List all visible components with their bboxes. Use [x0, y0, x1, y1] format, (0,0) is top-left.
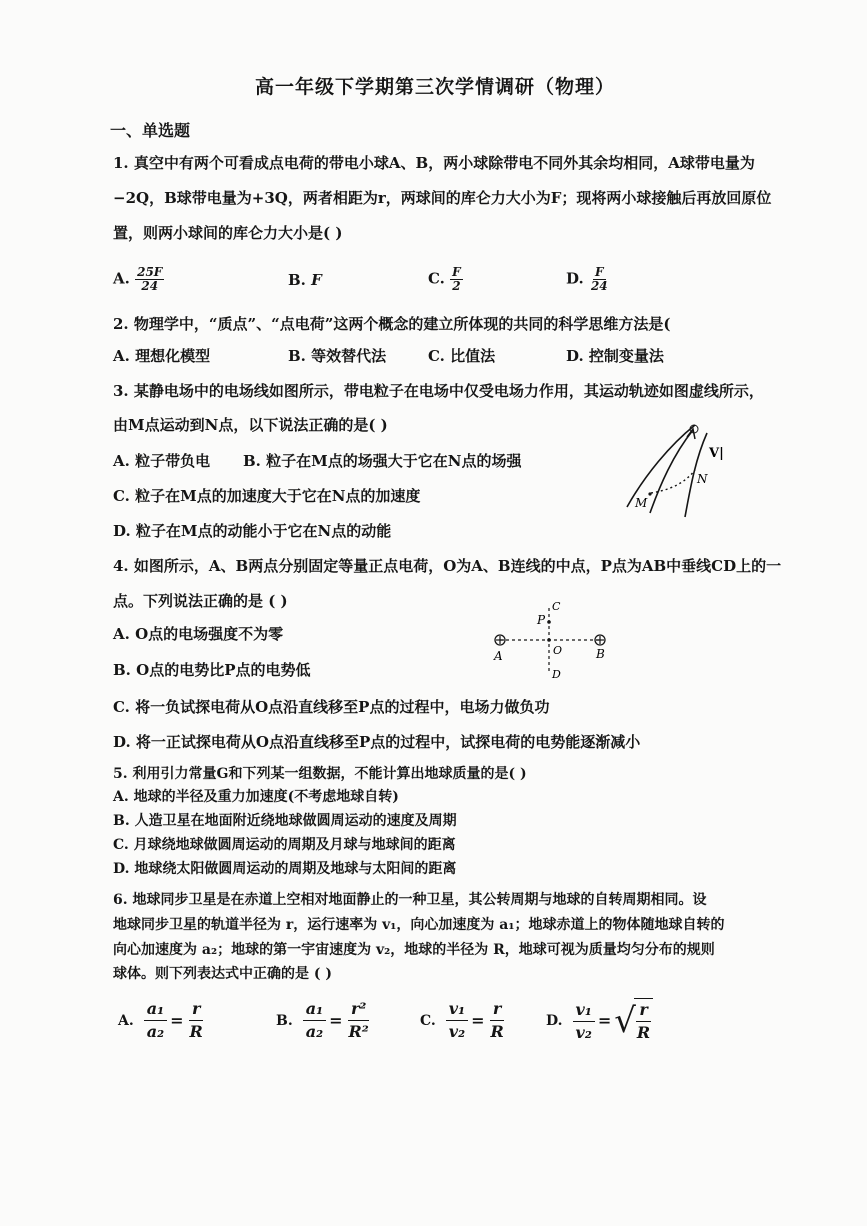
q4-option-d[interactable]: D. 将一正试探电荷从O点沿直线移至P点的过程中，试探电荷的电势能逐渐减小: [113, 733, 641, 751]
label-c: C: [552, 600, 561, 613]
label-d: D: [552, 668, 561, 681]
fraction-right: [634, 999, 653, 1044]
q5-option-b[interactable]: B. 人造卫星在地面附近绕地球做圆周运动的速度及周期: [113, 813, 457, 829]
square-root: √ $\frac{r}{R}$: [614, 998, 653, 1044]
q6-line2: 地球同步卫星的轨道半径为 r，运行速率为 v₁，向心加速度为 a₁；地球赤道上的物体随地球自转的: [113, 917, 725, 933]
q3-option-b[interactable]: B. 粒子在M点的场强大于它在N点的场强: [243, 452, 522, 470]
denominator: a₂: [146, 1022, 165, 1041]
label-n: N: [697, 472, 708, 486]
q5-option-d[interactable]: D. 地球绕太阳做圆周运动的周期及地球与太阳间的距离: [113, 861, 457, 877]
denominator: 24: [590, 279, 608, 293]
label-p: P: [537, 613, 546, 627]
q5-option-c[interactable]: C. 月球绕地球做圆周运动的周期及月球与地球间的距离: [113, 837, 456, 853]
fraction-left: [446, 998, 468, 1043]
denominator: v₂: [575, 1022, 592, 1042]
point-m: [648, 492, 651, 495]
fraction-right: [346, 998, 372, 1043]
option-label: D.: [566, 269, 584, 288]
q1-option-b[interactable]: [288, 270, 322, 290]
q6-option-b[interactable]: B. $\frac{\text{a₁}}{\text{a₂}}$ = $\frac{\text{r²}}{\text{R²}}$: [276, 998, 372, 1043]
field-line-2: [650, 430, 693, 513]
point-p: [547, 620, 551, 624]
option-label: C.: [428, 269, 445, 288]
q3-option-c[interactable]: C. 粒子在M点的加速度大于它在N点的加速度: [113, 487, 421, 505]
numerator: r: [189, 998, 203, 1021]
q4-line1: 4. 如图所示，A、B两点分别固定等量正点电荷，O为A、B连线的中点，P点为AB中垂线CD上的一: [113, 557, 782, 575]
denominator: R: [636, 1023, 651, 1042]
fraction-right: [488, 998, 507, 1043]
label-m: M: [635, 496, 648, 510]
label-a: A: [494, 649, 503, 663]
q6-option-d[interactable]: D. $\frac{\text{v₁}}{\text{v₂}}$ = √ $\frac{r}{R}$: [546, 998, 653, 1044]
fraction: [135, 266, 164, 293]
denominator: R²: [348, 1022, 369, 1041]
q2-option-c[interactable]: C. 比值法: [428, 347, 496, 365]
q2-option-b[interactable]: B. 等效替代法: [288, 347, 387, 365]
q2-option-d[interactable]: D. 控制变量法: [566, 347, 664, 365]
q6-option-c[interactable]: C. $\frac{\text{v₁}}{\text{v₂}}$ = $\frac{r}{R}$: [420, 998, 507, 1043]
q3-line1: 3. 某静电场中的电场线如图所示，带电粒子在电场中仅受电场力作用，其运动轨迹如图虚线所示，: [113, 382, 764, 400]
q1-line1: 1. 真空中有两个可看成点电荷的带电小球A、B，两小球除带电不同外其余均相同，A球带电量为: [113, 154, 755, 172]
q4-line2: 点。下列说法正确的是 ( ): [113, 592, 288, 610]
q6-line4: 球体。则下列表达式中正确的是 ( ): [113, 966, 332, 982]
denominator: v₂: [448, 1022, 466, 1041]
option-label: D.: [546, 1013, 563, 1029]
numerator: a₁: [303, 998, 326, 1021]
denominator: R: [490, 1022, 504, 1041]
fraction-left: [144, 998, 167, 1043]
option-label: A.: [113, 269, 130, 288]
electric-field-figure: [615, 415, 735, 525]
fraction: [450, 266, 463, 293]
q1-option-c[interactable]: [428, 266, 463, 293]
trajectory: [651, 470, 695, 493]
q4-option-b[interactable]: B. O点的电势比P点的电势低: [113, 661, 311, 679]
fraction: [589, 266, 610, 293]
field-line-1: [627, 425, 695, 507]
q6-line1: 6. 地球同步卫星是在赤道上空相对地面静止的一种卫星，其公转周期与地球的自转周期相同。设: [113, 892, 707, 908]
q3-line2: 由M点运动到N点，以下说法正确的是( ): [113, 416, 388, 434]
q2-option-a[interactable]: A. 理想化模型: [113, 347, 211, 365]
q5-line1: 5. 利用引力常量G和下列某一组数据，不能计算出地球质量的是( ): [113, 766, 527, 782]
numerator: r²: [348, 998, 369, 1021]
q6-line3: 向心加速度为 a₂；地球的第一宇宙速度为 v₂，地球的半径为 R，地球可视为质量均匀分布的规则: [113, 942, 715, 958]
numerator: r: [490, 998, 504, 1021]
option-label: C.: [420, 1012, 436, 1029]
label-b: B: [596, 647, 605, 661]
q5-option-a[interactable]: A. 地球的半径及重力加速度(不考虑地球自转): [113, 789, 399, 805]
option-label: A.: [118, 1012, 134, 1029]
point-o: [547, 638, 551, 642]
q6-option-a[interactable]: A. $\frac{\text{a₁}}{\text{a₂}}$ = $\frac{r}{R}$: [118, 998, 206, 1043]
numerator: r: [636, 999, 650, 1022]
fraction-right: [187, 998, 206, 1043]
handwritten-note: V|: [709, 446, 724, 461]
denominator: 2: [452, 279, 461, 293]
page-title: 高一年级下学期第三次学情调研（物理）: [255, 76, 616, 98]
q4-option-c[interactable]: C. 将一负试探电荷从O点沿直线移至P点的过程中，电场力做负功: [113, 698, 550, 716]
option-text: F: [311, 271, 322, 289]
q1-option-d[interactable]: [566, 266, 610, 293]
numerator: v₁: [446, 998, 468, 1021]
q1-option-a[interactable]: [113, 266, 164, 293]
denominator: a₂: [305, 1022, 324, 1041]
q2-line1: 2. 物理学中，“质点”、“点电荷”这两个概念的建立所体现的共同的科学思维方法是(: [113, 315, 671, 333]
denominator: 24: [141, 279, 159, 293]
option-label: B.: [276, 1012, 293, 1029]
charges-figure: [485, 596, 615, 686]
label-o: O: [553, 644, 563, 657]
numerator: a₁: [144, 998, 167, 1021]
numerator: 25F: [137, 265, 163, 279]
q3-option-d[interactable]: D. 粒子在M点的动能小于它在N点的动能: [113, 522, 392, 540]
numerator: v₁: [573, 999, 595, 1022]
q1-line3: 置，则两小球间的库仑力大小是( ): [113, 224, 343, 242]
q1-line2: −2Q，B球带电量为+3Q，两者相距为r，两球间的库仑力大小为F；现将两小球接触后再放回原位: [113, 189, 772, 207]
fraction-left: [303, 998, 326, 1043]
numerator: F: [595, 265, 604, 279]
q4-option-a[interactable]: A. O点的电场强度不为零: [113, 625, 284, 643]
denominator: R: [189, 1022, 203, 1041]
option-label: B.: [288, 271, 306, 289]
q3-option-a[interactable]: A. 粒子带负电: [113, 452, 211, 470]
section-heading: 一、单选题: [110, 121, 191, 140]
fraction-left: [573, 999, 595, 1044]
numerator: F: [452, 265, 461, 279]
